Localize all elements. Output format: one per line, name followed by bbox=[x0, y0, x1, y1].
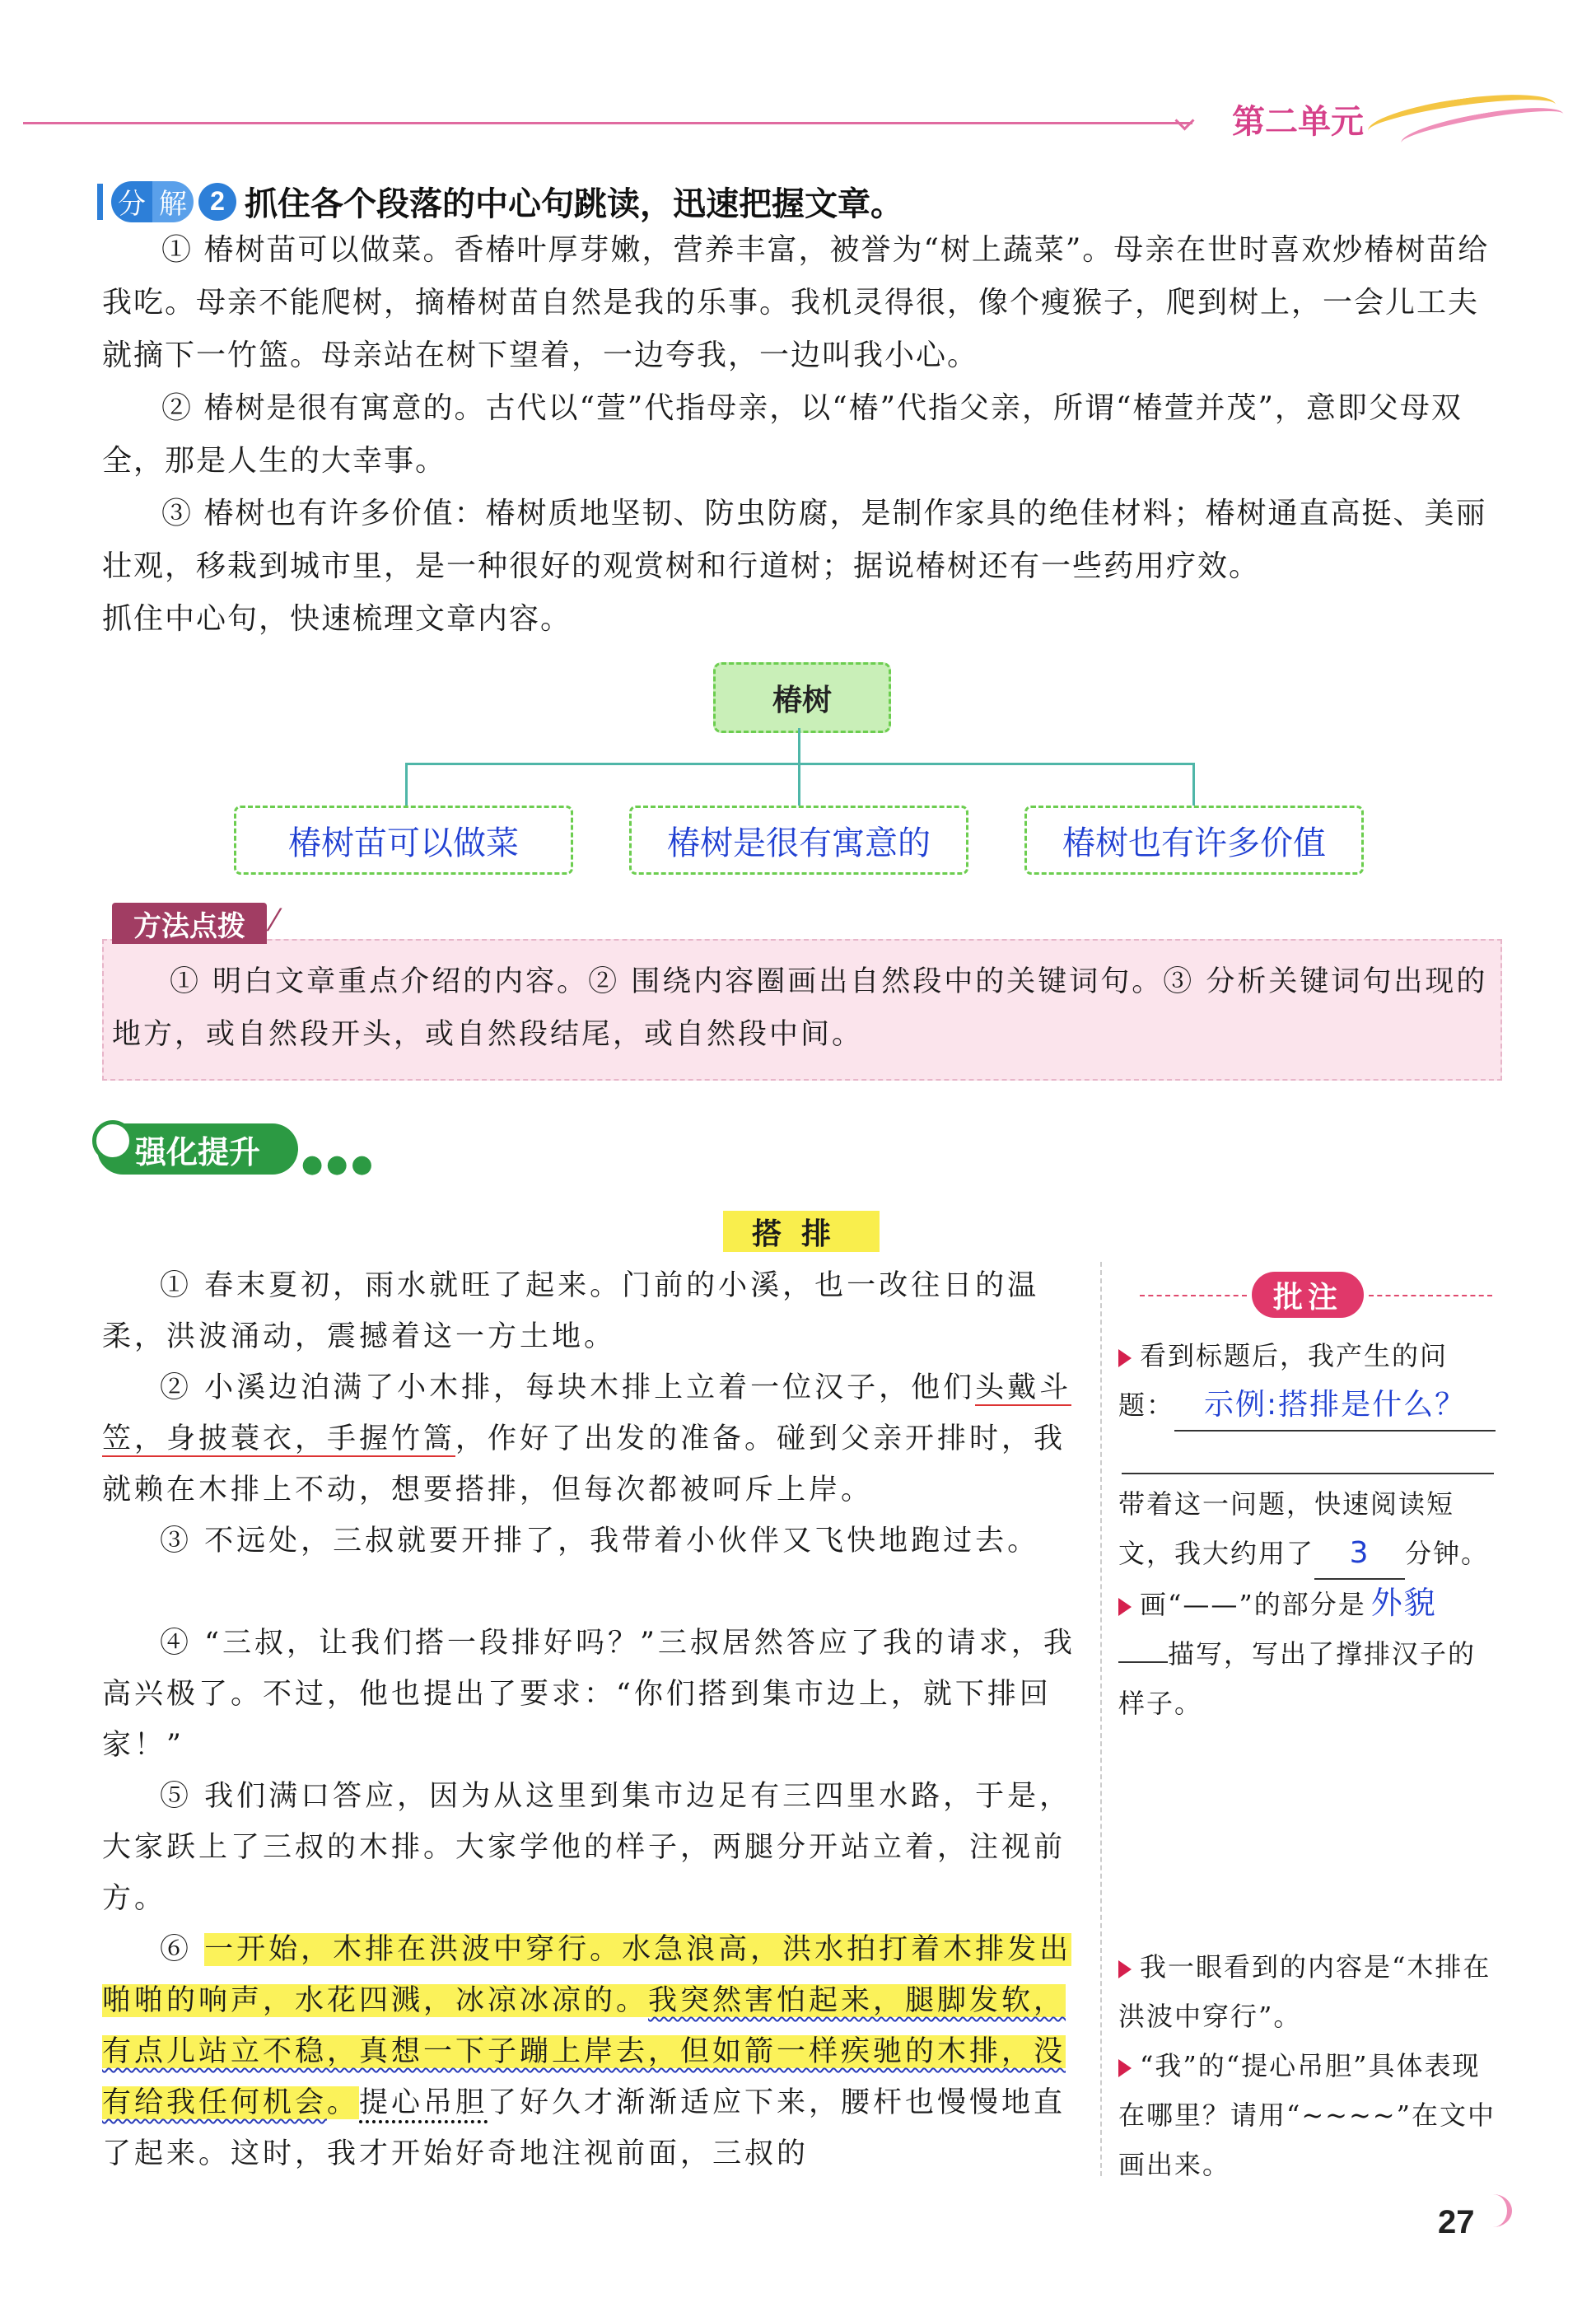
header-chevron-icon bbox=[1174, 110, 1194, 130]
section-bar bbox=[97, 184, 103, 220]
q4-text: “我”的“提心吊胆”具体表现在哪里？请用“~~~~”在文中画出来。 bbox=[1118, 2050, 1496, 2180]
dots-icon: ●●● bbox=[301, 1150, 376, 1179]
q1-minutes: 3 bbox=[1314, 1529, 1405, 1580]
mindmap-node-3: 椿树也有许多价值 bbox=[1024, 806, 1364, 875]
article-paragraph-3: ③ 不远处，三叔就要开排了，我带着小伙伴又飞快地跑过去。 bbox=[160, 1525, 1040, 1558]
page-arc-icon bbox=[1474, 2194, 1512, 2227]
article-title: 搭排 bbox=[723, 1211, 880, 1252]
page-number: 27 bbox=[1438, 2204, 1475, 2240]
section-heading bbox=[97, 178, 903, 225]
section-badge bbox=[111, 181, 194, 222]
annotation-label: 批注 bbox=[1252, 1272, 1364, 1318]
annotation-q3 bbox=[1118, 1942, 1497, 2041]
q2-blank bbox=[1118, 1661, 1168, 1663]
article-paragraph-6 bbox=[102, 1924, 1087, 2179]
method-tip-label: 方法点拨 bbox=[112, 903, 267, 944]
q1-cont-a: 带着这一问题，快速阅读短文，我大约用了 bbox=[1118, 1488, 1455, 1569]
annotation-q1 bbox=[1118, 1331, 1497, 1432]
answer-line bbox=[1122, 1473, 1494, 1474]
mindmap-connector bbox=[798, 728, 800, 764]
mindmap-connector-mid bbox=[798, 763, 800, 806]
q3-text: 我一眼看到的内容是“木排在洪波中穿行”。 bbox=[1118, 1951, 1491, 2032]
tip-slash-icon: ⁄ bbox=[272, 904, 278, 938]
triangle-icon bbox=[1118, 2059, 1132, 2077]
p2-text-b: ，作好了出发的准备。碰到父亲开排时，我就赖在木排上不动，想要搭排，但每次都被呵斥上岸。 bbox=[102, 1422, 1066, 1506]
annotation-q1-cont bbox=[1118, 1479, 1497, 1580]
triangle-icon bbox=[1118, 1349, 1132, 1367]
example-paragraph-2: ② 椿树是很有寓意的。古代以“萱”代指母亲，以“椿”代指父亲，所谓“椿萱并茂”，意即父母双全，那是人生的大幸事。 bbox=[102, 391, 1463, 478]
header-rule bbox=[23, 122, 1192, 124]
p2-underlined: 头戴斗笠，身披蓑衣，手握竹篙 bbox=[102, 1371, 1072, 1455]
mindmap-node-1: 椿树苗可以做菜 bbox=[234, 806, 573, 875]
p6-highlight: 一开始，木排在洪波中穿行。水急浪高，洪水拍打着木排发出啪啪的响声，水花四溅，冰凉冰凉的。 bbox=[102, 1933, 1072, 2017]
mindmap-connector-right bbox=[1192, 763, 1195, 806]
badge-char-2: 解 bbox=[152, 181, 194, 222]
example-paragraph-1: ① 椿树苗可以做菜。香椿叶厚芽嫩，营养丰富，被誉为“树上蔬菜”。母亲在世时喜欢炒椿树苗给我吃。母亲不能爬树，摘椿树苗自然是我的乐事。我机灵得很，像个瘦猴子，爬到树上，一会儿工夫就摘下一竹篮。母亲站在树下望着，一边夸我，一边叫我小心。 bbox=[102, 233, 1490, 372]
p6-highlight-end: 。 bbox=[327, 2086, 360, 2119]
mindmap-root: 椿树 bbox=[713, 662, 891, 733]
q1-cont-b: 分钟。 bbox=[1405, 1538, 1490, 1569]
annotation-rule-right bbox=[1369, 1295, 1492, 1296]
p6-num: ⑥ bbox=[160, 1933, 205, 1966]
article-paragraph-2 bbox=[102, 1362, 1087, 1516]
triangle-icon bbox=[1118, 1960, 1132, 1978]
p6-rest: 了好久才渐渐适应下来，腰杆也慢慢地直了起来。这时，我才开始好奇地注视前面，三叔的 bbox=[102, 2086, 1066, 2170]
mindmap-connector-left bbox=[405, 763, 408, 806]
q1-answer: 示例:搭排是什么？ bbox=[1174, 1380, 1496, 1432]
section-title: 抓住各个段落的中心句跳读，迅速把握文章。 bbox=[245, 186, 903, 222]
annotation-q4 bbox=[1118, 2041, 1497, 2189]
q1-prefix: 看到标题后，我产生的问题： bbox=[1118, 1340, 1449, 1421]
article-paragraph-1: ① 春末夏初，雨水就旺了起来。门前的小溪，也一改往日的温柔，洪波涌动，震撼着这一方土地。 bbox=[102, 1269, 1040, 1353]
p6-wavy: 我突然害怕起来，腿脚发软，有点儿站立不稳，真想一下子蹦上岸去，但如箭一样疾驰的木排，没有给我任何机会 bbox=[102, 1984, 1066, 2119]
triangle-icon bbox=[1118, 1598, 1132, 1616]
article-paragraph-4: ④ “三叔，让我们搭一段排好吗？”三叔居然答应了我的请求，我高兴极了。不过，他也提出了要求：“你们搭到集市边上，就下排回家！” bbox=[102, 1627, 1076, 1762]
article-paragraph-5: ⑤ 我们满口答应，因为从这里到集市边足有三四里水路，于是，大家跃上了三叔的木排。大家学他的样子，两腿分开站立着，注视前方。 bbox=[102, 1780, 1072, 1915]
q2-b: 描写，写出了撑排汉子的样子。 bbox=[1118, 1638, 1477, 1719]
example-paragraph-3: ③ 椿树也有许多价值：椿树质地坚韧、防虫防腐，是制作家具的绝佳材料；椿树通直高挺、美丽壮观，移栽到城市里，是一种很好的观赏树和行道树；据说椿树还有一些药用疗效。 bbox=[102, 497, 1487, 583]
p6-dotted: 提心吊胆 bbox=[359, 2086, 488, 2119]
column-divider bbox=[1100, 1262, 1102, 2176]
annotation-rule-left bbox=[1140, 1295, 1247, 1296]
leaf-icon bbox=[92, 1120, 133, 1161]
q2-answer: 外貌 bbox=[1370, 1585, 1437, 1621]
summary-line: 抓住中心句，快速梳理文章内容。 bbox=[102, 602, 572, 636]
method-tip-text: ① 明白文章重点介绍的内容。② 围绕内容圈画出自然段中的关键词句。③ 分析关键词句出现的地方，或自然段开头，或自然段结尾，或自然段中间。 bbox=[112, 965, 1488, 1051]
badge-char-1: 分 bbox=[111, 181, 152, 222]
annotation-q2 bbox=[1118, 1578, 1497, 1728]
mindmap-node-2: 椿树是很有寓意的 bbox=[629, 806, 968, 875]
section-number: 2 bbox=[198, 183, 236, 221]
enhance-label: 强化提升 bbox=[97, 1123, 298, 1175]
p2-text-a: ② 小溪边泊满了小木排，每块木排上立着一位汉子，他们 bbox=[160, 1371, 976, 1404]
q2-a: 画“——”的部分是 bbox=[1140, 1589, 1366, 1620]
unit-title: 第二单元 bbox=[1232, 104, 1364, 140]
